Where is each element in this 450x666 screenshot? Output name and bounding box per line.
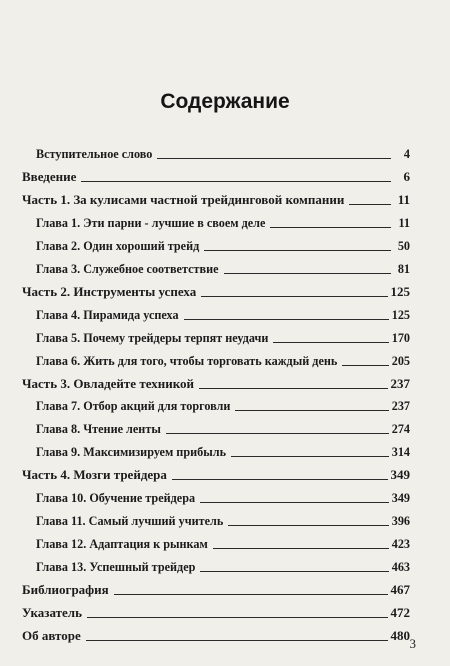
toc-entry-label: Глава 7. Отбор акций для торговли bbox=[36, 399, 231, 414]
toc-entry-page: 81 bbox=[397, 261, 410, 276]
toc-entry-page: 472 bbox=[390, 605, 410, 620]
toc-entry-label: Глава 10. Обучение трейдера bbox=[36, 491, 196, 506]
toc-leader-line bbox=[349, 204, 391, 205]
toc-leader-line bbox=[201, 296, 387, 297]
toc-entry-page: 125 bbox=[391, 307, 410, 322]
toc-leader-line bbox=[273, 342, 388, 343]
toc-leader-line bbox=[199, 388, 387, 389]
toc-entry-label: Часть 1. За кулисами частной трейдинговой компании bbox=[22, 191, 345, 207]
toc-entry-page: 274 bbox=[391, 422, 410, 437]
toc-leader-line bbox=[200, 502, 389, 503]
toc-entry bbox=[22, 580, 410, 598]
toc-entry bbox=[36, 213, 410, 231]
toc-entry bbox=[22, 282, 410, 300]
toc-entry-page: 349 bbox=[390, 467, 410, 483]
toc-leader-line bbox=[213, 548, 389, 549]
toc-entry-page: 237 bbox=[390, 375, 410, 391]
page-number: 3 bbox=[409, 636, 416, 651]
toc-leader-line bbox=[342, 365, 388, 366]
toc-entry-label: Глава 1. Эти парни - лучшие в своем деле bbox=[36, 215, 266, 230]
toc-entry-label: Вступительное слово bbox=[36, 147, 153, 161]
toc-entry-page: 237 bbox=[391, 399, 410, 414]
toc-leader-line bbox=[172, 479, 388, 480]
toc-entry-page: 4 bbox=[403, 147, 410, 161]
toc-entry bbox=[22, 190, 410, 208]
toc-entry bbox=[36, 305, 410, 323]
toc-leader-line bbox=[270, 227, 391, 228]
toc-entry-label: Глава 13. Успешный трейдер bbox=[36, 560, 196, 575]
toc-leader-line bbox=[166, 433, 389, 434]
toc-leader-line bbox=[114, 594, 388, 595]
toc-leader-line bbox=[235, 410, 388, 411]
toc-entry-page: 314 bbox=[391, 445, 410, 460]
toc-entry bbox=[36, 488, 410, 506]
toc-entry-label: Глава 12. Адаптация к рынкам bbox=[36, 537, 208, 552]
toc-leader-line bbox=[87, 617, 388, 618]
toc-entry-page: 396 bbox=[391, 514, 410, 529]
page-title: Содержание bbox=[160, 90, 290, 113]
toc-leader-line bbox=[81, 181, 391, 182]
toc-leader-line bbox=[228, 525, 388, 526]
toc-entry bbox=[36, 351, 410, 369]
toc-entry bbox=[36, 442, 410, 460]
toc-entry-label: Введение bbox=[22, 168, 77, 184]
toc-entry bbox=[36, 419, 410, 437]
toc-leader-line bbox=[231, 456, 389, 457]
toc-entry-label: Глава 2. Один хороший трейд bbox=[36, 238, 200, 253]
toc-leader-line bbox=[200, 571, 388, 572]
toc-entry bbox=[36, 328, 410, 346]
toc-entry-label: Библиография bbox=[22, 582, 109, 598]
toc-entry bbox=[22, 603, 410, 621]
toc-entry-label: Глава 9. Максимизируем прибыль bbox=[36, 445, 227, 460]
toc-entry-label: Указатель bbox=[22, 605, 82, 620]
toc-leader-line bbox=[157, 158, 391, 159]
toc-entry-page: 125 bbox=[390, 283, 410, 299]
toc-entry bbox=[36, 396, 410, 414]
toc-entry-page: 463 bbox=[391, 560, 410, 575]
toc-entry-label: Глава 5. Почему трейдеры терпят неудачи bbox=[36, 330, 269, 345]
toc-entry-label: Часть 2. Инструменты успеха bbox=[22, 283, 197, 299]
toc-entry bbox=[22, 374, 410, 392]
toc-entry bbox=[22, 167, 410, 185]
toc-entry-page: 11 bbox=[398, 215, 410, 230]
toc-entry-page: 205 bbox=[391, 353, 410, 368]
toc-entry-label: Глава 6. Жить для того, чтобы торговать каждый день bbox=[36, 353, 338, 368]
toc-entry-label: Глава 8. Чтение ленты bbox=[36, 422, 161, 437]
toc-entry-label: Глава 3. Служебное соответствие bbox=[36, 261, 219, 276]
toc-entry-page: 467 bbox=[390, 582, 410, 598]
toc-entry-page: 50 bbox=[397, 238, 410, 253]
toc-leader-line bbox=[204, 250, 391, 251]
toc-entry bbox=[22, 626, 410, 644]
toc-leader-line bbox=[86, 640, 388, 641]
toc-entry-label: Часть 4. Мозги трейдера bbox=[22, 467, 167, 483]
toc-entry bbox=[36, 236, 410, 254]
toc-entry-label: Часть 3. Овладейте техникой bbox=[22, 375, 195, 391]
toc-entry-page: 349 bbox=[391, 491, 410, 506]
toc-entry bbox=[22, 465, 410, 483]
toc-leader-line bbox=[224, 273, 391, 274]
toc-entry-label: Глава 11. Самый лучший учитель bbox=[36, 514, 224, 529]
toc-entry-label: Об авторе bbox=[22, 627, 81, 643]
toc-entry-page: 170 bbox=[391, 330, 410, 345]
toc-entry bbox=[36, 557, 410, 575]
toc-entry-label: Глава 4. Пирамида успеха bbox=[36, 307, 179, 322]
toc-entry bbox=[36, 259, 410, 277]
toc-entry-page: 423 bbox=[391, 537, 410, 552]
toc-entry-page: 480 bbox=[390, 627, 410, 643]
toc-leader-line bbox=[184, 319, 389, 320]
toc-entry-page: 6 bbox=[403, 168, 410, 184]
toc-entry bbox=[36, 511, 410, 529]
toc-entry-page: 11 bbox=[397, 191, 410, 207]
toc-entry bbox=[36, 534, 410, 552]
toc-entry bbox=[36, 144, 410, 162]
